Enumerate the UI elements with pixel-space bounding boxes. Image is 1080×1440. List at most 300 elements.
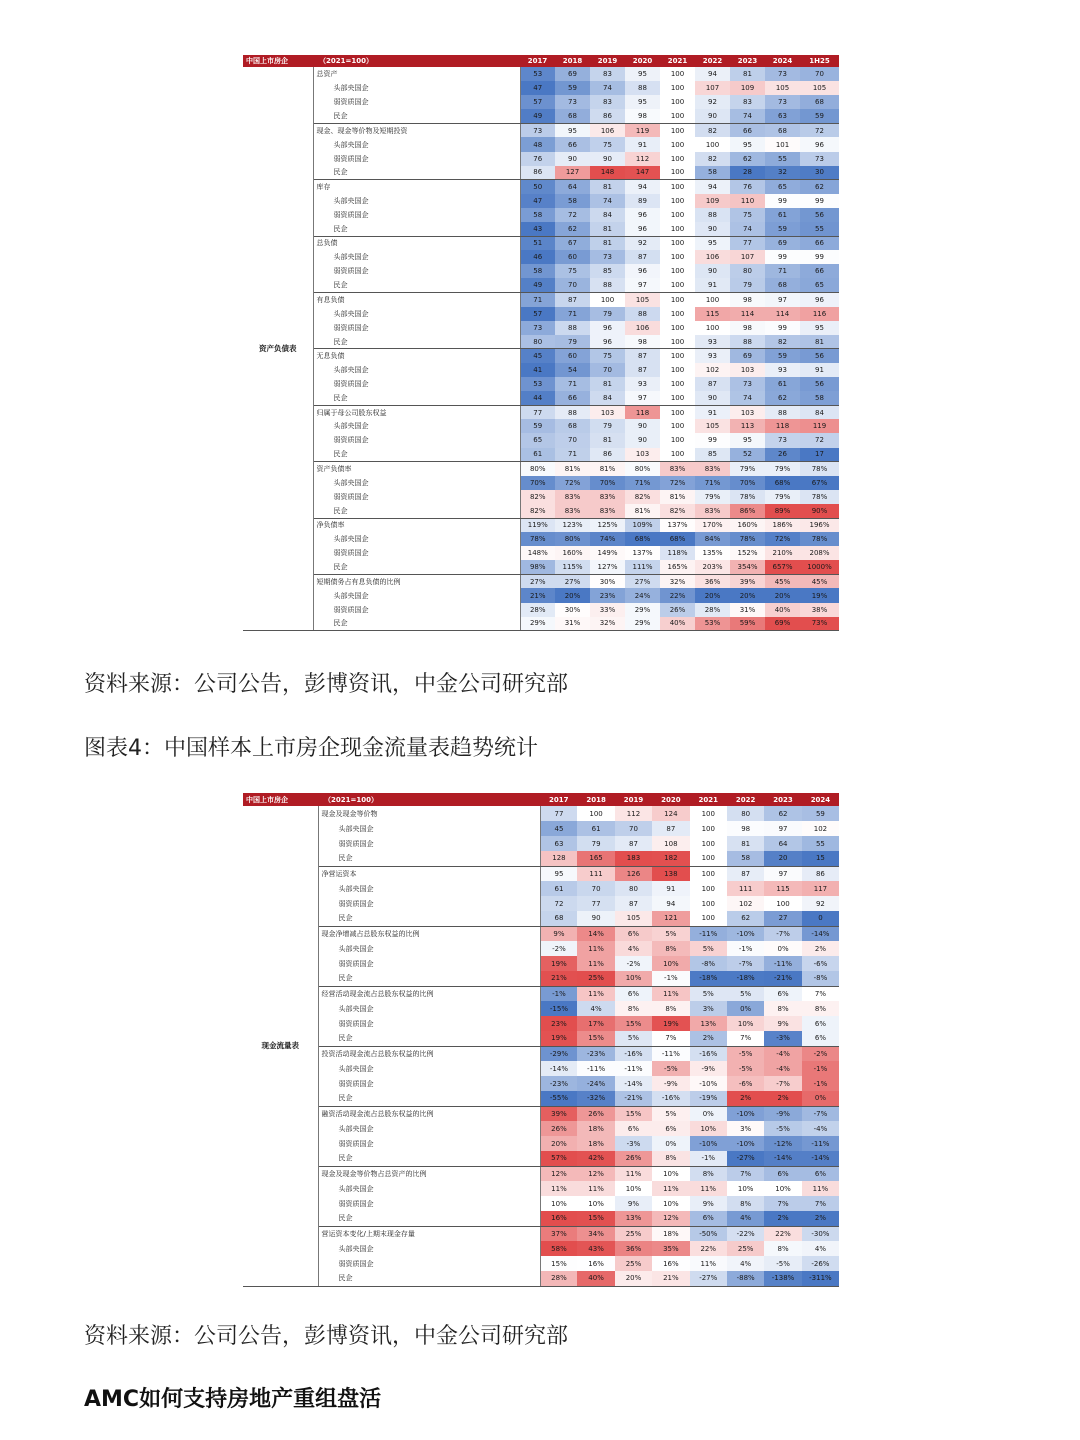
value-cell: 88 <box>590 278 625 292</box>
value-cell: 116 <box>800 307 839 321</box>
value-cell: 90 <box>695 222 730 236</box>
value-cell: 105 <box>765 81 800 95</box>
value-cell: 84 <box>590 208 625 222</box>
value-cell: 50 <box>520 180 555 194</box>
value-cell: 39% <box>540 1106 577 1121</box>
value-cell: 27% <box>520 574 555 588</box>
value-cell: -8% <box>802 971 839 986</box>
table-row <box>243 1271 839 1286</box>
value-cell: 10% <box>615 971 652 986</box>
value-cell: 4% <box>727 1211 764 1226</box>
value-cell: -3% <box>615 1136 652 1151</box>
value-cell: -11% <box>690 926 727 941</box>
value-cell: 15% <box>577 1211 614 1226</box>
value-cell: 26% <box>615 1151 652 1166</box>
value-cell: 96 <box>590 335 625 349</box>
value-cell: 9% <box>690 1196 727 1211</box>
table-row <box>243 81 839 95</box>
value-cell: 57 <box>520 95 555 109</box>
value-cell: 118% <box>660 546 695 560</box>
value-cell: 100 <box>660 419 695 433</box>
value-cell: -10% <box>690 1136 727 1151</box>
table-row <box>243 1001 839 1016</box>
segment-label: 民企 <box>318 1271 540 1286</box>
value-cell: 74 <box>730 109 765 123</box>
value-cell: 10% <box>690 1121 727 1136</box>
value-cell: 40% <box>577 1271 614 1286</box>
table-row <box>243 448 839 462</box>
segment-label: 民企 <box>313 222 520 236</box>
value-cell: 17 <box>800 448 839 462</box>
value-cell: 100 <box>690 806 727 821</box>
segment-label: 头部央国企 <box>318 1241 540 1256</box>
value-cell: 82% <box>520 504 555 518</box>
value-cell: 14% <box>577 926 614 941</box>
value-cell: 106 <box>695 250 730 264</box>
value-cell: 86 <box>802 866 839 881</box>
value-cell: 7% <box>652 1031 689 1046</box>
value-cell: 165% <box>660 560 695 574</box>
value-cell: 85 <box>695 448 730 462</box>
value-cell: 70 <box>577 881 614 896</box>
value-cell: 90 <box>695 264 730 278</box>
value-cell: 74 <box>730 222 765 236</box>
value-cell: 6% <box>764 986 801 1001</box>
value-cell: 98% <box>520 560 555 574</box>
value-cell: 48 <box>520 137 555 151</box>
value-cell: 119 <box>625 123 660 137</box>
year-header: 2021 <box>660 55 695 67</box>
table-row <box>243 1016 839 1031</box>
segment-label: 民企 <box>313 335 520 349</box>
value-cell: 58 <box>520 208 555 222</box>
value-cell: 6% <box>802 1166 839 1181</box>
value-cell: 65 <box>520 433 555 447</box>
table-row <box>243 95 839 109</box>
value-cell: 71 <box>555 307 590 321</box>
value-cell: 90 <box>625 433 660 447</box>
value-cell: 81% <box>590 462 625 476</box>
value-cell: 61 <box>520 448 555 462</box>
value-cell: 8% <box>764 1241 801 1256</box>
value-cell: 86 <box>590 109 625 123</box>
value-cell: 97 <box>625 278 660 292</box>
value-cell: 20% <box>695 588 730 602</box>
year-header: 2018 <box>555 55 590 67</box>
year-header: 2023 <box>730 55 765 67</box>
value-cell: 100 <box>660 349 695 363</box>
value-cell: 55 <box>802 836 839 851</box>
segment-label: 弱资质国企 <box>313 152 520 166</box>
value-cell: 5% <box>615 1031 652 1046</box>
segment-label: 弱资质国企 <box>318 896 540 911</box>
value-cell: 66 <box>555 391 590 405</box>
value-cell: 96 <box>590 321 625 335</box>
value-cell: 59 <box>765 349 800 363</box>
value-cell: 89 <box>625 194 660 208</box>
value-cell: 100 <box>660 377 695 391</box>
value-cell: 125% <box>590 518 625 532</box>
value-cell: 71% <box>695 476 730 490</box>
segment-label: 头部央国企 <box>318 1121 540 1136</box>
value-cell: 66 <box>730 123 765 137</box>
value-cell: 23% <box>590 588 625 602</box>
table-row <box>243 1031 839 1046</box>
value-cell: 79 <box>555 335 590 349</box>
value-cell: 70 <box>800 67 839 81</box>
value-cell: -10% <box>690 1076 727 1091</box>
segment-label: 民企 <box>318 971 540 986</box>
segment-label: 弱资质国企 <box>313 490 520 504</box>
value-cell: -10% <box>727 1106 764 1121</box>
value-cell: 63 <box>765 109 800 123</box>
value-cell: 44 <box>520 391 555 405</box>
value-cell: 61 <box>765 377 800 391</box>
metric-label: 总负债 <box>313 236 520 250</box>
value-cell: 68% <box>660 532 695 546</box>
value-cell: 100 <box>660 391 695 405</box>
value-cell: 100 <box>660 152 695 166</box>
value-cell: 80 <box>615 881 652 896</box>
value-cell: -1% <box>727 941 764 956</box>
value-cell: 82% <box>660 504 695 518</box>
value-cell: -2% <box>802 1046 839 1061</box>
table-row <box>243 208 839 222</box>
header-entity: 中国上市房企 <box>243 793 318 806</box>
value-cell: 91 <box>800 363 839 377</box>
value-cell: 26% <box>660 603 695 617</box>
value-cell: 91 <box>695 278 730 292</box>
value-cell: 21% <box>652 1271 689 1286</box>
value-cell: 91 <box>625 137 660 151</box>
value-cell: 87 <box>727 866 764 881</box>
value-cell: 80 <box>727 806 764 821</box>
value-cell: 75 <box>590 137 625 151</box>
table-row <box>243 391 839 405</box>
value-cell: -9% <box>690 1061 727 1076</box>
segment-label: 弱资质国企 <box>318 1136 540 1151</box>
value-cell: -5% <box>727 1046 764 1061</box>
value-cell: 83% <box>555 490 590 504</box>
value-cell: 2% <box>727 1091 764 1106</box>
table-row <box>243 518 839 532</box>
table-row <box>243 1166 839 1181</box>
value-cell: -1% <box>802 1061 839 1076</box>
value-cell: 95 <box>695 236 730 250</box>
value-cell: -8% <box>690 956 727 971</box>
value-cell: 109 <box>695 194 730 208</box>
value-cell: -18% <box>690 971 727 986</box>
year-header: 2017 <box>540 793 577 806</box>
value-cell: 83% <box>590 504 625 518</box>
value-cell: 15% <box>615 1016 652 1031</box>
value-cell: 59 <box>765 222 800 236</box>
value-cell: 81 <box>590 180 625 194</box>
value-cell: 74% <box>590 532 625 546</box>
segment-label: 弱资质国企 <box>313 264 520 278</box>
value-cell: 91 <box>695 405 730 419</box>
value-cell: 86% <box>730 504 765 518</box>
value-cell: 80% <box>625 462 660 476</box>
value-cell: 100 <box>660 95 695 109</box>
segment-label: 头部央国企 <box>318 941 540 956</box>
table-row <box>243 851 839 866</box>
value-cell: 72 <box>800 123 839 137</box>
value-cell: 12% <box>540 1166 577 1181</box>
segment-label: 民企 <box>313 278 520 292</box>
value-cell: 73 <box>520 123 555 137</box>
value-cell: 68% <box>765 476 800 490</box>
value-cell: 100 <box>695 293 730 307</box>
value-cell: 74 <box>590 194 625 208</box>
table-row <box>243 1136 839 1151</box>
value-cell: 137% <box>625 546 660 560</box>
value-cell: 83 <box>730 95 765 109</box>
metric-label: 无息负债 <box>313 349 520 363</box>
value-cell: -1% <box>540 986 577 1001</box>
table-row <box>243 278 839 292</box>
value-cell: 36% <box>695 574 730 588</box>
value-cell: 0% <box>727 1001 764 1016</box>
segment-label: 民企 <box>318 1091 540 1106</box>
value-cell: 11% <box>615 1166 652 1181</box>
value-cell: 10% <box>615 1181 652 1196</box>
value-cell: 97 <box>764 866 801 881</box>
value-cell: 95 <box>730 137 765 151</box>
value-cell: 82% <box>520 490 555 504</box>
value-cell: 15% <box>540 1256 577 1271</box>
value-cell: 27 <box>764 911 801 926</box>
value-cell: 64 <box>555 180 590 194</box>
value-cell: 77 <box>577 896 614 911</box>
table-row <box>243 941 839 956</box>
value-cell: -2% <box>615 956 652 971</box>
value-cell: -22% <box>727 1226 764 1241</box>
value-cell: 59 <box>800 109 839 123</box>
value-cell: -7% <box>802 1106 839 1121</box>
value-cell: 20 <box>764 851 801 866</box>
value-cell: 115 <box>764 881 801 896</box>
value-cell: 75 <box>590 349 625 363</box>
value-cell: -16% <box>615 1046 652 1061</box>
value-cell: 22% <box>690 1241 727 1256</box>
value-cell: 6% <box>764 1166 801 1181</box>
table-row <box>243 321 839 335</box>
value-cell: 28% <box>695 603 730 617</box>
value-cell: -5% <box>727 1061 764 1076</box>
value-cell: 11% <box>577 986 614 1001</box>
value-cell: 87 <box>615 836 652 851</box>
value-cell: 119 <box>800 419 839 433</box>
value-cell: 88 <box>555 405 590 419</box>
value-cell: 18% <box>577 1121 614 1136</box>
value-cell: 16% <box>652 1256 689 1271</box>
table-row <box>243 1121 839 1136</box>
value-cell: -15% <box>540 1001 577 1016</box>
value-cell: -88% <box>727 1271 764 1286</box>
segment-label: 弱资质国企 <box>313 603 520 617</box>
value-cell: 100 <box>660 448 695 462</box>
value-cell: -7% <box>764 1076 801 1091</box>
value-cell: 52 <box>730 448 765 462</box>
value-cell: 6% <box>615 986 652 1001</box>
value-cell: 73 <box>590 250 625 264</box>
value-cell: 95 <box>540 866 577 881</box>
value-cell: 87 <box>625 349 660 363</box>
value-cell: 81 <box>800 335 839 349</box>
segment-label: 民企 <box>318 1151 540 1166</box>
value-cell: 100 <box>660 363 695 377</box>
value-cell: 11% <box>802 1181 839 1196</box>
value-cell: 73 <box>765 95 800 109</box>
value-cell: 170% <box>695 518 730 532</box>
segment-label: 弱资质国企 <box>313 433 520 447</box>
figure-caption: 图表4：中国样本上市房企现金流量表趋势统计 <box>84 736 538 761</box>
value-cell: 29% <box>625 617 660 631</box>
value-cell: -14% <box>802 926 839 941</box>
table-row <box>243 532 839 546</box>
value-cell: 165 <box>577 851 614 866</box>
value-cell: 115 <box>695 307 730 321</box>
value-cell: 127 <box>555 166 590 180</box>
value-cell: 32% <box>660 574 695 588</box>
value-cell: -6% <box>802 956 839 971</box>
value-cell: -27% <box>690 1271 727 1286</box>
value-cell: 114 <box>730 307 765 321</box>
header-entity: 中国上市房企 <box>243 55 313 67</box>
value-cell: 6% <box>615 926 652 941</box>
value-cell: 55 <box>800 222 839 236</box>
value-cell: -29% <box>540 1046 577 1061</box>
value-cell: 81 <box>590 377 625 391</box>
value-cell: 64 <box>764 836 801 851</box>
value-cell: 100 <box>690 851 727 866</box>
value-cell: 32% <box>590 617 625 631</box>
metric-label: 总资产 <box>313 67 520 81</box>
value-cell: -27% <box>727 1151 764 1166</box>
value-cell: -21% <box>764 971 801 986</box>
segment-label: 弱资质国企 <box>313 377 520 391</box>
value-cell: 58 <box>695 166 730 180</box>
value-cell: 81 <box>590 236 625 250</box>
value-cell: -19% <box>690 1091 727 1106</box>
value-cell: 3% <box>690 1001 727 1016</box>
value-cell: 160% <box>555 546 590 560</box>
value-cell: -24% <box>577 1076 614 1091</box>
value-cell: 53% <box>695 617 730 631</box>
value-cell: 21% <box>520 588 555 602</box>
segment-label: 头部央国企 <box>313 194 520 208</box>
year-header: 2019 <box>590 55 625 67</box>
value-cell: 88 <box>555 321 590 335</box>
table-row <box>243 1046 839 1061</box>
value-cell: 22% <box>660 588 695 602</box>
value-cell: 103 <box>730 363 765 377</box>
value-cell: 98 <box>730 321 765 335</box>
segment-label: 头部央国企 <box>313 476 520 490</box>
value-cell: 100 <box>690 836 727 851</box>
table-row <box>243 222 839 236</box>
value-cell: 73 <box>520 321 555 335</box>
value-cell: 27% <box>555 574 590 588</box>
table-row <box>243 1211 839 1226</box>
value-cell: 112 <box>615 806 652 821</box>
value-cell: 203% <box>695 560 730 574</box>
value-cell: 11% <box>577 1181 614 1196</box>
year-header: 2017 <box>520 55 555 67</box>
value-cell: 354% <box>730 560 765 574</box>
value-cell: 79% <box>730 462 765 476</box>
value-cell: 10% <box>727 1016 764 1031</box>
value-cell: 11% <box>577 941 614 956</box>
value-cell: 70 <box>555 433 590 447</box>
value-cell: 47 <box>520 81 555 95</box>
segment-label: 民企 <box>313 166 520 180</box>
value-cell: -1% <box>802 1076 839 1091</box>
value-cell: 0% <box>802 1091 839 1106</box>
value-cell: 26 <box>765 448 800 462</box>
value-cell: 93 <box>625 377 660 391</box>
value-cell: 96 <box>625 264 660 278</box>
table-row <box>243 293 839 307</box>
value-cell: 40% <box>660 617 695 631</box>
segment-label: 民企 <box>313 617 520 631</box>
value-cell: 56 <box>800 377 839 391</box>
value-cell: 109% <box>625 518 660 532</box>
value-cell: 0% <box>764 941 801 956</box>
value-cell: 8% <box>802 1001 839 1016</box>
value-cell: 51 <box>520 236 555 250</box>
value-cell: 100 <box>764 896 801 911</box>
value-cell: 11% <box>540 1181 577 1196</box>
value-cell: 79 <box>590 307 625 321</box>
value-cell: 81% <box>625 504 660 518</box>
value-cell: 94 <box>695 67 730 81</box>
value-cell: 100 <box>660 67 695 81</box>
table-row <box>243 1241 839 1256</box>
value-cell: 183 <box>615 851 652 866</box>
value-cell: 100 <box>660 180 695 194</box>
value-cell: 58% <box>540 1241 577 1256</box>
value-cell: 100 <box>660 278 695 292</box>
value-cell: -5% <box>764 1121 801 1136</box>
value-cell: 18% <box>577 1136 614 1151</box>
value-cell: -9% <box>764 1106 801 1121</box>
value-cell: 91 <box>652 881 689 896</box>
value-cell: 95 <box>625 67 660 81</box>
table-row <box>243 986 839 1001</box>
value-cell: 28% <box>520 603 555 617</box>
table-row <box>243 560 839 574</box>
value-cell: 20% <box>730 588 765 602</box>
value-cell: 78% <box>730 490 765 504</box>
value-cell: 7% <box>802 986 839 1001</box>
metric-label: 经营活动现金流占总股东权益的比例 <box>318 986 540 1001</box>
value-cell: 79 <box>577 836 614 851</box>
segment-label: 民企 <box>318 1211 540 1226</box>
value-cell: -1% <box>652 971 689 986</box>
value-cell: 86 <box>520 166 555 180</box>
value-cell: 61 <box>577 821 614 836</box>
table-row <box>243 67 839 81</box>
value-cell: 100 <box>690 821 727 836</box>
value-cell: 58 <box>727 851 764 866</box>
value-cell: 657% <box>765 560 800 574</box>
value-cell: 92 <box>802 896 839 911</box>
value-cell: 83% <box>695 462 730 476</box>
value-cell: 100 <box>660 405 695 419</box>
segment-label: 弱资质国企 <box>313 321 520 335</box>
